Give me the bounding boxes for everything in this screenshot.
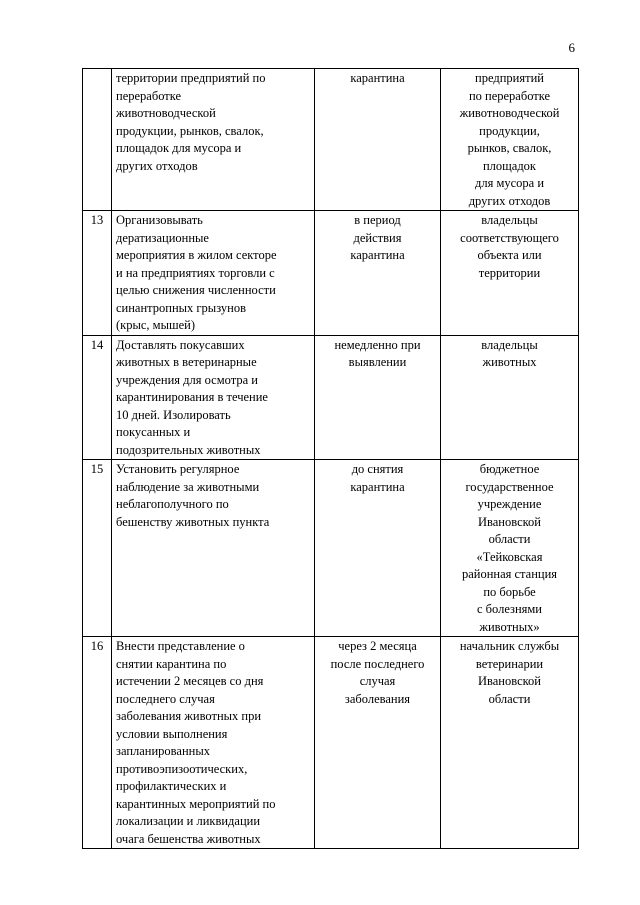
row-number-cell: 13: [83, 211, 112, 336]
row-number-cell: [83, 69, 112, 211]
term-cell: немедленно при выявлении: [315, 335, 441, 460]
responsible-cell: начальник службы ветеринарии Ивановской области: [441, 637, 579, 849]
table-row: [83, 460, 579, 637]
responsible-cell: владельцы соответствующего объекта или территории: [441, 211, 579, 336]
action-cell: Доставлять покусавших животных в ветеринарные учреждения для осмотра и карантинирования в течение 10 дней. Изолировать покусанных и подозрительных животных: [112, 335, 315, 460]
responsible-cell: бюджетное государственное учреждение Ивановской области «Тейковская районная станция по борьбе с болезнями животных»: [441, 460, 579, 637]
action-cell: Установить регулярное наблюдение за животными неблагополучного по бешенству животных пункта: [112, 460, 315, 637]
page-number: 6: [568, 40, 575, 55]
action-cell: Организовывать дератизационные мероприятия в жилом секторе и на предприятиях торговли с целью снижения численности синантропных грызунов (крыс, мышей): [112, 211, 315, 336]
term-cell: до снятия карантина: [315, 460, 441, 637]
action-cell: Внести представление о снятии карантина по истечении 2 месяцев со дня последнего случая заболевания животных при условии выполнения запланированных противоэпизоотических, профилактических и карантинных мероприятий по локализации и ликвидации очага бешенства животных: [112, 637, 315, 849]
table-row: [83, 69, 579, 211]
term-cell: через 2 месяца после последнего случая заболевания: [315, 637, 441, 849]
term-cell: в период действия карантина: [315, 211, 441, 336]
row-number-cell: 16: [83, 637, 112, 849]
row-number-cell: 14: [83, 335, 112, 460]
table-row: [83, 335, 579, 460]
table-row: [83, 211, 579, 336]
action-cell: территории предприятий по переработке животноводческой продукции, рынков, свалок, площадок для мусора и других отходов: [112, 69, 315, 211]
row-number-cell: 15: [83, 460, 112, 637]
term-cell: карантина: [315, 69, 441, 211]
table-row: [83, 637, 579, 849]
responsible-cell: владельцы животных: [441, 335, 579, 460]
measures-table: [82, 68, 579, 849]
responsible-cell: предприятий по переработке животноводческой продукции, рынков, свалок, площадок для мусора и других отходов: [441, 69, 579, 211]
